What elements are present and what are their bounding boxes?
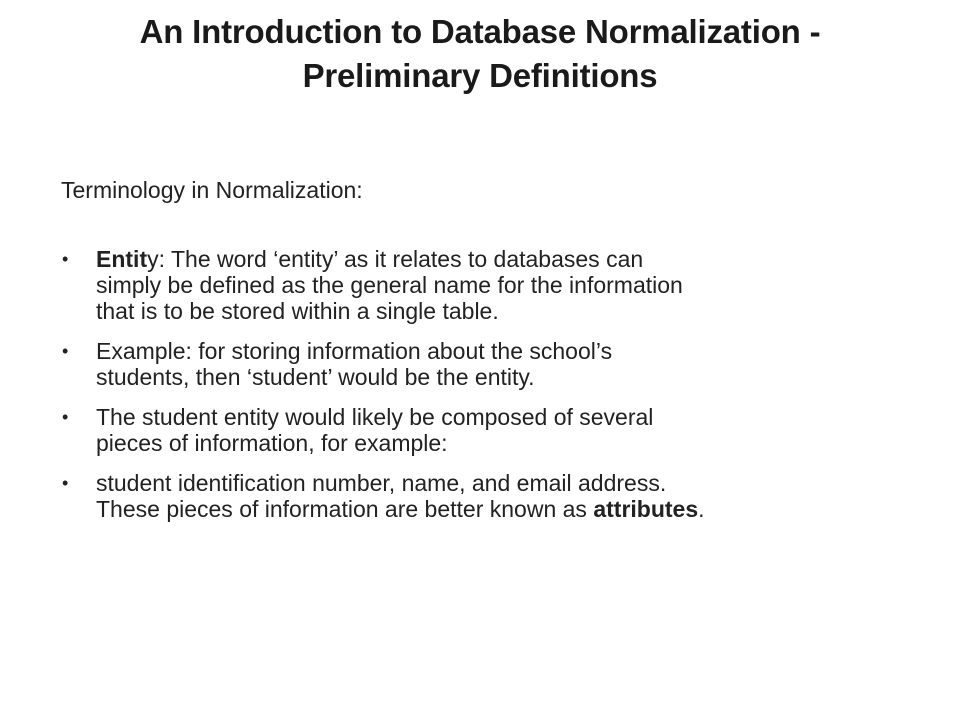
slide-title-line-2: Preliminary Definitions [302,57,658,94]
bullet-line [96,496,921,522]
slide-title-line-1: An Introduction to Database Normalization - [139,13,821,50]
intro-text: Terminology in Normalization: [61,177,363,203]
bullet-line: that is to be stored within a single table. [96,298,499,324]
bullet-line: student identification number, name, and email address. [96,470,667,496]
bullet-line: simply be defined as the general name for the information [96,272,683,298]
bullet-item-attributes [61,470,921,522]
bullet-line: pieces of information, for example: [96,430,448,456]
bullet-icon: • [62,341,69,361]
bullet-icon: • [62,249,69,269]
bullet-item-entity [61,246,921,324]
bold-term: Entit [96,246,148,272]
bullet-line-text: y: The word ‘entity’ as it relates to databases can [147,246,644,272]
bullet-line [96,246,921,272]
slide-body [61,164,921,536]
bullet-icon: • [62,473,69,493]
bullet-icon: • [62,407,69,427]
bullet-line: Example: for storing information about the school’s [96,338,613,364]
bullet-item-example [61,338,921,390]
bullet-line: students, then ‘student’ would be the entity. [96,364,535,390]
slide-title [40,10,920,98]
bullet-line-text: . [698,496,705,522]
bullet-list [61,246,921,522]
bullet-line-text: These pieces of information are better known as [96,496,594,522]
bold-term: attributes [593,496,699,522]
bullet-line: The student entity would likely be composed of several [96,404,654,430]
bullet-item-student-entity [61,404,921,456]
